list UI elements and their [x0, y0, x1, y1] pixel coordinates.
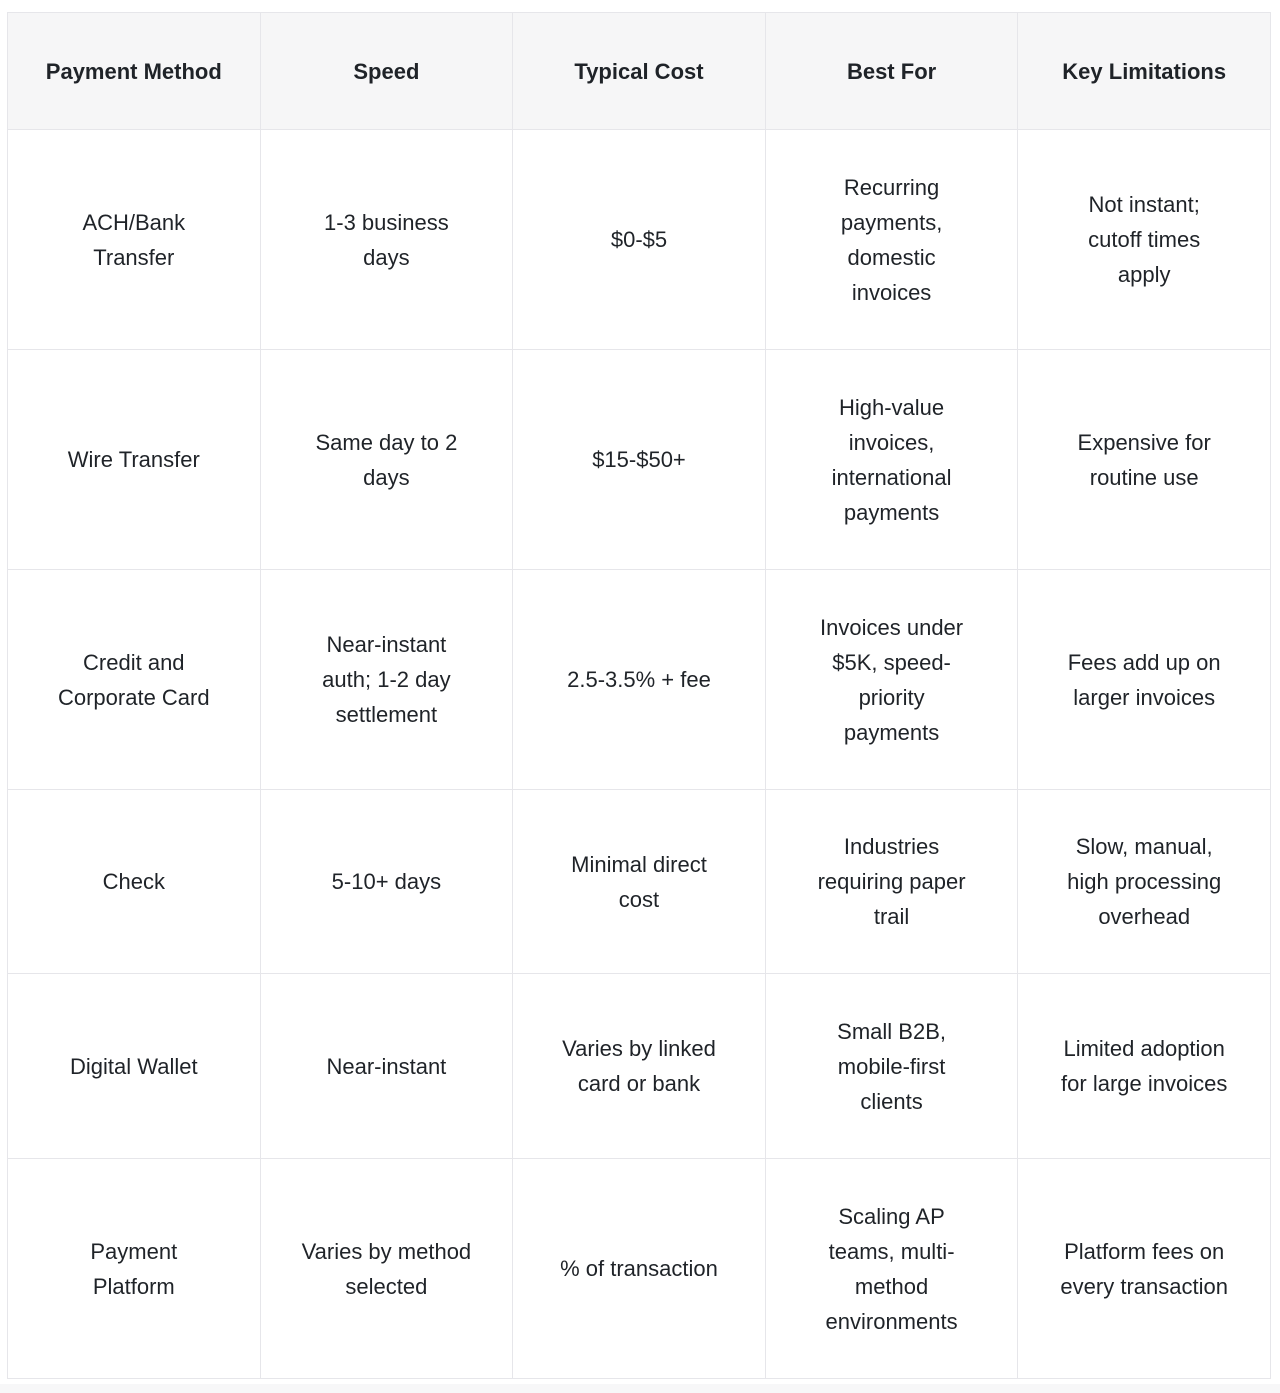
cell-line: $0-$5 [610, 227, 668, 252]
cell-line: Varies by method [301, 1238, 472, 1264]
cell-key-limitations [1018, 974, 1271, 1159]
cell-line: Platform fees on [1064, 1238, 1225, 1264]
cell-best-for [765, 974, 1018, 1159]
cell-line: Invoices under [820, 614, 964, 640]
cell-line: Recurring [843, 174, 940, 200]
cell-key-limitations [1018, 1159, 1271, 1379]
cell-typical-cost [513, 1159, 766, 1379]
cell-line: 1-3 business [324, 209, 449, 235]
cell-payment-method [8, 350, 261, 570]
cell-payment-method [8, 974, 261, 1159]
cell-line: high processing [1067, 869, 1222, 894]
cell-typical-cost [513, 570, 766, 790]
cell-line: cost [618, 886, 660, 912]
cell-line: priority [858, 684, 925, 710]
cell-best-for [765, 570, 1018, 790]
cell-typical-cost [513, 350, 766, 570]
cell-best-for [765, 790, 1018, 974]
cell-line: 2.5-3.5% + fee [567, 667, 711, 692]
cell-line: mobile-first [837, 1053, 946, 1079]
cell-line: payments, [840, 209, 943, 235]
cell-typical-cost [513, 790, 766, 974]
cell-typical-cost [513, 130, 766, 350]
header-typical-cost: Typical Cost [513, 13, 766, 130]
cell-line: selected [345, 1273, 428, 1299]
cell-speed [260, 974, 513, 1159]
header-payment-method: Payment Method [8, 13, 261, 130]
cell-line: Minimal direct [571, 851, 707, 877]
cell-line: Varies by linked [562, 1036, 716, 1061]
cell-line: invoices [851, 279, 932, 305]
table-row [8, 790, 1271, 974]
cell-payment-method [8, 1159, 261, 1379]
cell-speed [260, 1159, 513, 1379]
cell-line: international [831, 464, 952, 490]
cell-key-limitations [1018, 790, 1271, 974]
cell-speed [260, 790, 513, 974]
cell-line: teams, multi- [828, 1238, 955, 1264]
cell-key-limitations [1018, 570, 1271, 790]
cell-line: Near-instant [326, 1053, 447, 1079]
cell-line: for large invoices [1061, 1071, 1228, 1096]
cell-line: Same day to 2 [315, 429, 458, 455]
cell-line: days [363, 244, 410, 270]
cell-line: Limited adoption [1063, 1036, 1225, 1061]
cell-line: Credit and [83, 649, 185, 675]
cell-line: Expensive for [1077, 429, 1211, 455]
table-row [8, 974, 1271, 1159]
cell-line: payments [843, 499, 940, 525]
cell-line: settlement [335, 702, 438, 727]
cell-line: Platform [92, 1273, 175, 1299]
cell-speed [260, 350, 513, 570]
cell-best-for [765, 130, 1018, 350]
header-speed: Speed [260, 13, 513, 130]
cell-line: larger invoices [1073, 684, 1216, 710]
cell-line: days [363, 464, 410, 490]
cell-line: card or bank [577, 1071, 701, 1096]
cell-line: routine use [1089, 464, 1199, 490]
cell-payment-method [8, 570, 261, 790]
cell-line: cutoff times [1088, 227, 1201, 252]
cell-payment-method [8, 790, 261, 974]
cell-speed [260, 570, 513, 790]
cell-line: Near-instant [326, 632, 447, 657]
cell-line: clients [860, 1088, 923, 1114]
cell-line: apply [1117, 262, 1171, 287]
cell-line: Not instant; [1088, 192, 1200, 217]
cell-key-limitations [1018, 350, 1271, 570]
cell-line: every transaction [1060, 1273, 1228, 1299]
cell-line: requiring paper [817, 869, 966, 894]
cell-line: Payment [90, 1238, 178, 1264]
cell-payment-method [8, 130, 261, 350]
cell-line: ACH/Bank [82, 209, 186, 235]
cell-speed [260, 130, 513, 350]
cell-line: invoices, [848, 429, 935, 455]
table-row [8, 350, 1271, 570]
cell-line: environments [825, 1308, 958, 1334]
cell-line: overhead [1098, 904, 1191, 929]
cell-line: Small B2B, [837, 1018, 946, 1044]
cell-line: Slow, manual, [1075, 834, 1213, 859]
cell-line: method [854, 1273, 929, 1299]
header-best-for: Best For [765, 13, 1018, 130]
table-row [8, 570, 1271, 790]
cell-line: Check [102, 869, 165, 894]
cell-line: % of transaction [560, 1256, 718, 1281]
cell-line: domestic [847, 244, 936, 270]
cell-line: auth; 1-2 day [322, 667, 451, 692]
cell-line: Fees add up on [1067, 649, 1221, 675]
cell-line: $5K, speed- [832, 649, 951, 675]
cell-line: 5-10+ days [331, 869, 442, 894]
table-row [8, 1159, 1271, 1379]
cell-line: $15-$50+ [592, 447, 686, 472]
cell-line: High-value [838, 394, 945, 420]
cell-line: Wire Transfer [67, 447, 200, 472]
cell-line: payments [843, 719, 940, 745]
cell-line: Corporate Card [57, 684, 210, 710]
cell-best-for [765, 350, 1018, 570]
payment-methods-table-container [7, 12, 1271, 1379]
cell-key-limitations [1018, 130, 1271, 350]
header-key-limitations: Key Limitations [1018, 13, 1271, 130]
bottom-scroll-area [0, 1384, 1280, 1393]
table-header-row [8, 13, 1271, 130]
cell-best-for [765, 1159, 1018, 1379]
cell-typical-cost [513, 974, 766, 1159]
cell-line: Scaling AP [838, 1203, 945, 1229]
cell-line: Digital Wallet [70, 1053, 198, 1079]
cell-line: trail [873, 904, 910, 929]
table-row [8, 130, 1271, 350]
payment-methods-table [7, 12, 1271, 1379]
cell-line: Industries [843, 834, 940, 859]
cell-line: Transfer [93, 244, 175, 270]
